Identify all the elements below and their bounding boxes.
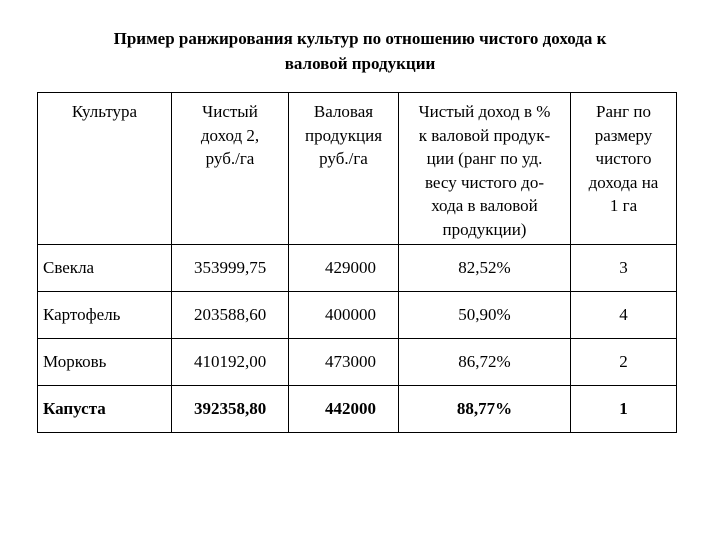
cell-gross: 429000	[289, 245, 399, 292]
cell-net-income: 203588,60	[172, 292, 289, 339]
title-line-2: валовой продукции	[284, 54, 436, 73]
ranking-table	[37, 92, 677, 433]
header-net-income: Чистый доход 2, руб./га	[172, 93, 289, 245]
cell-percent: 82,52%	[399, 245, 571, 292]
cell-net-income: 353999,75	[172, 245, 289, 292]
cell-crop: Морковь	[38, 339, 172, 386]
cell-net-income: 410192,00	[172, 339, 289, 386]
ranking-table-container	[37, 92, 677, 433]
header-gross-production: Валовая продукция руб./га	[289, 93, 399, 245]
cell-net-income: 392358,80	[172, 386, 289, 433]
cell-crop: Капуста	[38, 386, 172, 433]
page-title	[40, 26, 680, 76]
cell-percent: 50,90%	[399, 292, 571, 339]
cell-rank: 3	[571, 245, 677, 292]
table-row	[38, 292, 677, 339]
cell-percent: 88,77%	[399, 386, 571, 433]
cell-gross: 400000	[289, 292, 399, 339]
cell-gross: 442000	[289, 386, 399, 433]
table-row	[38, 245, 677, 292]
table-row-highlighted	[38, 386, 677, 433]
cell-percent: 86,72%	[399, 339, 571, 386]
title-line-1: Пример ранжирования культур по отношению чистого дохода к	[113, 29, 607, 48]
header-crop: Культура	[38, 93, 172, 245]
cell-crop: Свекла	[38, 245, 172, 292]
cell-gross: 473000	[289, 339, 399, 386]
table-header-row	[38, 93, 677, 245]
header-rank: Ранг по размеру чистого дохода на 1 га	[571, 93, 677, 245]
cell-rank: 4	[571, 292, 677, 339]
cell-rank: 2	[571, 339, 677, 386]
header-net-income-percent: Чистый доход в % к валовой продук- ции (ранг по уд. весу чистого до- хода в валовой продукции)	[399, 93, 571, 245]
cell-rank: 1	[571, 386, 677, 433]
cell-crop: Картофель	[38, 292, 172, 339]
table-row	[38, 339, 677, 386]
